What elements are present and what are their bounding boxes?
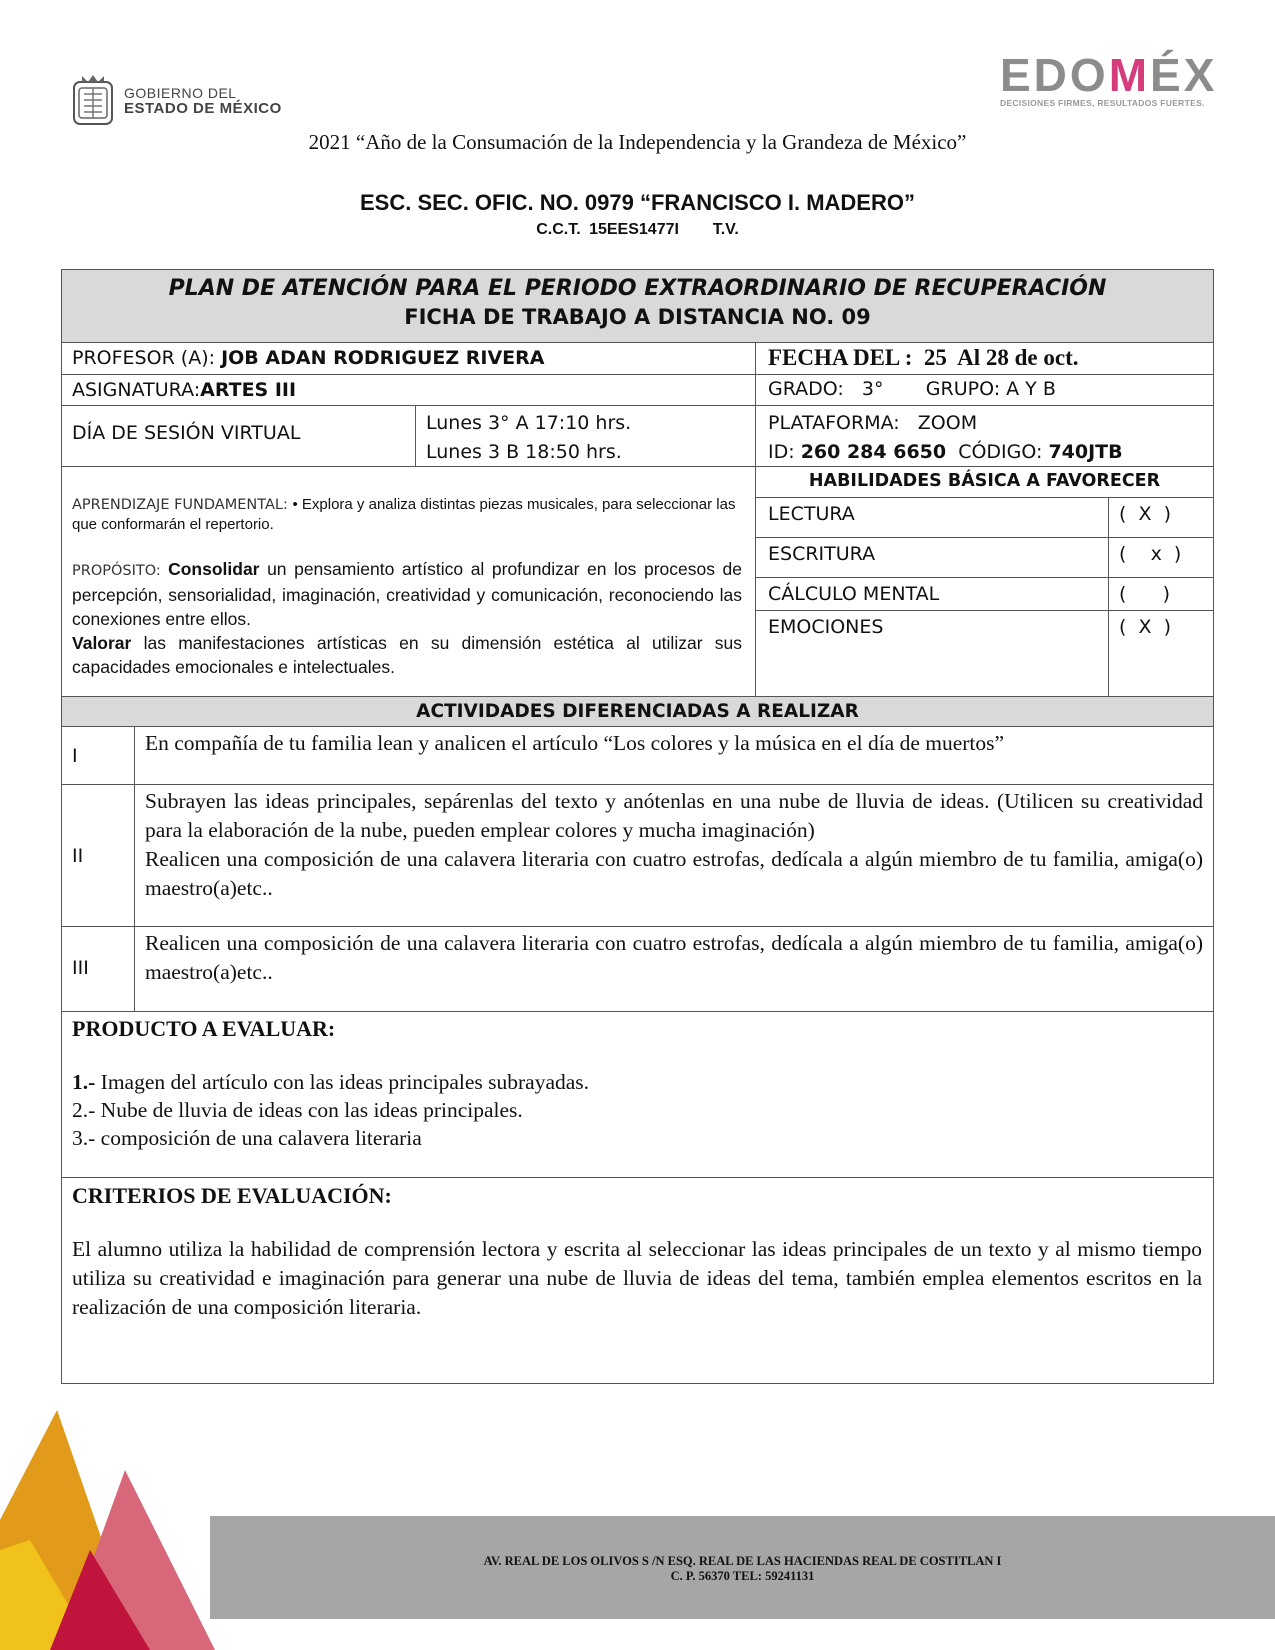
- habilidad-checkmark: ( x ): [1108, 538, 1214, 577]
- dia-label: DÍA DE SESIÓN VIRTUAL: [72, 422, 301, 444]
- actividad-row: [62, 926, 1213, 1011]
- producto-item: [72, 1068, 1202, 1096]
- producto-content: [72, 1016, 1202, 1152]
- asignatura-value: ARTES III: [200, 379, 297, 401]
- habilidad-checkmark: ( X ): [1108, 498, 1214, 537]
- habilidad-row: [756, 610, 1213, 697]
- habilidad-checkmark: ( ): [1108, 578, 1214, 610]
- plan-title-block: [62, 270, 1213, 342]
- plan-table: [61, 269, 1214, 1384]
- habilidad-checkmark: ( X ): [1108, 611, 1214, 697]
- habilidad-name: EMOCIONES: [768, 616, 884, 638]
- producto-item-num: 1.-: [72, 1070, 96, 1094]
- actividad-text-2: Realicen una composición de una calavera literaria con cuatro estrofas, dedícala a algún miembro de tu familia, amiga(o) maestro(a)etc..: [145, 847, 1203, 900]
- profesor-cell: [62, 347, 755, 369]
- asignatura-row: [62, 374, 1213, 405]
- decorative-triangles: [0, 1410, 215, 1650]
- zoom-codigo: 740JTB: [1048, 441, 1123, 463]
- producto-item-num: 2.-: [72, 1098, 96, 1122]
- gob-line2: ESTADO DE MÉXICO: [124, 100, 282, 117]
- fecha-cell: FECHA DEL : 25 Al 28 de oct.: [755, 343, 1213, 375]
- actividad-row: [62, 784, 1213, 926]
- habilidad-name: CÁLCULO MENTAL: [768, 583, 940, 605]
- sesion-row: [62, 405, 1213, 466]
- aprendizaje-fundamental: [72, 495, 742, 535]
- proposito-bold2: Valorar: [72, 633, 132, 653]
- coat-of-arms-icon: [70, 74, 116, 128]
- producto-item: [72, 1096, 1202, 1124]
- footer-bar: [210, 1516, 1275, 1619]
- zoom-id: 260 284 6650: [800, 441, 947, 463]
- plataforma-label: PLATAFORMA: ZOOM: [768, 412, 978, 434]
- plan-title: PLAN DE ATENCIÓN PARA EL PERIODO EXTRAORDINARIO DE RECUPERACIÓN: [168, 276, 1107, 301]
- bullet-icon: •: [292, 496, 298, 513]
- actividad-num: I: [72, 745, 78, 767]
- habilidad-row: [756, 577, 1213, 610]
- actividades-header: [62, 696, 1213, 726]
- habilidades-list: [756, 497, 1213, 697]
- year-motto: 2021 “Año de la Consumación de la Independencia y la Grandeza de México”: [308, 130, 967, 154]
- actividad-text: Realicen una composición de una calavera literaria con cuatro estrofas, dedícala a algún miembro de tu familia, amiga(o) maestro(a)etc..: [134, 927, 1213, 1012]
- actividad-row: [62, 726, 1213, 784]
- footer-line2: C. P. 56370 TEL: 59241131: [670, 1569, 815, 1583]
- proposito-text1: un pensamiento artístico al profundizar en los procesos de percepción, sensorialidad, imaginación, creatividad y comunicación, reconociendo las conexiones entre ellos.: [72, 559, 742, 629]
- actividad-num: II: [72, 845, 84, 867]
- actividad-text: Subrayen las ideas principales, sepárenlas del texto y anótenlas en una nube de lluvia de ideas. (Utilicen su creatividad para la elaboración de la nube, pueden emplear colores y mucha imaginación): [145, 789, 1203, 842]
- gobierno-logo: [70, 74, 282, 128]
- criterios-text: El alumno utiliza la habilidad de comprensión lectora y escrita al seleccionar las ideas principales de un texto y al mismo tiempo utiliza su creatividad e imaginación para generar una nube de lluvia de ideas del tema, también emplea elementos escritos en la realización de una composición literaria.: [72, 1237, 1202, 1319]
- criterios-content: [72, 1183, 1202, 1322]
- producto-title: PRODUCTO A EVALUAR:: [72, 1016, 336, 1041]
- id-label: ID:: [768, 441, 801, 463]
- codigo-label: CÓDIGO:: [946, 441, 1049, 463]
- producto-item-text: Nube de lluvia de ideas con las ideas principales.: [95, 1098, 523, 1122]
- proposito-label: PROPÓSITO:: [72, 563, 169, 579]
- zoom-credentials: [768, 438, 1213, 467]
- grado-grupo-cell: GRADO: 3° GRUPO: A Y B: [755, 375, 1213, 406]
- criterios-title: CRITERIOS DE EVALUACIÓN:: [72, 1183, 392, 1208]
- edomex-logo-word: EDOMÉX: [1000, 49, 1218, 101]
- profesor-row: [62, 342, 1213, 374]
- asignatura-cell: [62, 379, 755, 401]
- aprendizaje-block: [72, 495, 742, 679]
- asignatura-label: ASIGNATURA:: [72, 379, 201, 401]
- producto-block: [62, 1011, 1213, 1177]
- aprendizaje-row: [62, 466, 1213, 696]
- dia-line1: Lunes 3° A 17:10 hrs.: [426, 412, 632, 434]
- actividad-num: III: [72, 957, 89, 979]
- habilidades-title: HABILIDADES BÁSICA A FAVORECER: [808, 471, 1161, 491]
- gob-line1: GOBIERNO DEL: [124, 85, 237, 101]
- producto-item-num: 3.-: [72, 1126, 96, 1150]
- actividad-text-block: [134, 785, 1213, 927]
- edomex-logo: [1000, 50, 1262, 108]
- profesor-label: PROFESOR (A):: [72, 347, 222, 369]
- dia-line2: Lunes 3 B 18:50 hrs.: [426, 441, 622, 463]
- school-cct: C.C.T. 15EES1477I T.V.: [536, 221, 739, 238]
- habilidades-block: [755, 467, 1213, 697]
- producto-item: [72, 1124, 1202, 1152]
- habilidad-row: [756, 497, 1213, 537]
- proposito: [72, 557, 742, 679]
- footer-line1: AV. REAL DE LOS OLIVOS S /N ESQ. REAL DE LAS HACIENDAS REAL DE COSTITLAN I: [483, 1554, 1002, 1568]
- plataforma-cell: [755, 406, 1213, 467]
- edomex-tagline: DECISIONES FIRMES, RESULTADOS FUERTES.: [1000, 98, 1205, 108]
- habilidad-name: ESCRITURA: [768, 543, 876, 565]
- profesor-value: JOB ADAN RODRIGUEZ RIVERA: [221, 347, 545, 369]
- aprendizaje-text: Explora y analiza distintas piezas musicales, para seleccionar las que conformarán el repertorio.: [72, 496, 736, 533]
- criterios-block: [62, 1177, 1213, 1383]
- aprendizaje-label: APRENDIZAJE FUNDAMENTAL:: [72, 497, 293, 513]
- producto-item-text: composición de una calavera literaria: [95, 1126, 422, 1150]
- school-name: ESC. SEC. OFIC. NO. 0979 “FRANCISCO I. MADERO”: [360, 190, 915, 215]
- plan-subtitle: FICHA DE TRABAJO A DISTANCIA NO. 09: [404, 305, 871, 329]
- producto-list: [72, 1068, 1202, 1152]
- proposito-bold1: Consolidar: [168, 559, 260, 579]
- habilidad-name: LECTURA: [768, 503, 855, 525]
- proposito-text2: las manifestaciones artísticas en su dimensión estética al utilizar sus capacidades emocionales e intelectuales.: [72, 633, 742, 677]
- habilidad-row: [756, 537, 1213, 577]
- footer-address: [210, 1554, 1275, 1584]
- actividades-title: ACTIVIDADES DIFERENCIADAS A REALIZAR: [416, 701, 859, 722]
- actividad-text: En compañía de tu familia lean y analicen el artículo “Los colores y la música en el día de muertos”: [134, 727, 1213, 785]
- dia-horarios: [415, 406, 755, 467]
- producto-item-text: Imagen del artículo con las ideas principales subrayadas.: [95, 1070, 590, 1094]
